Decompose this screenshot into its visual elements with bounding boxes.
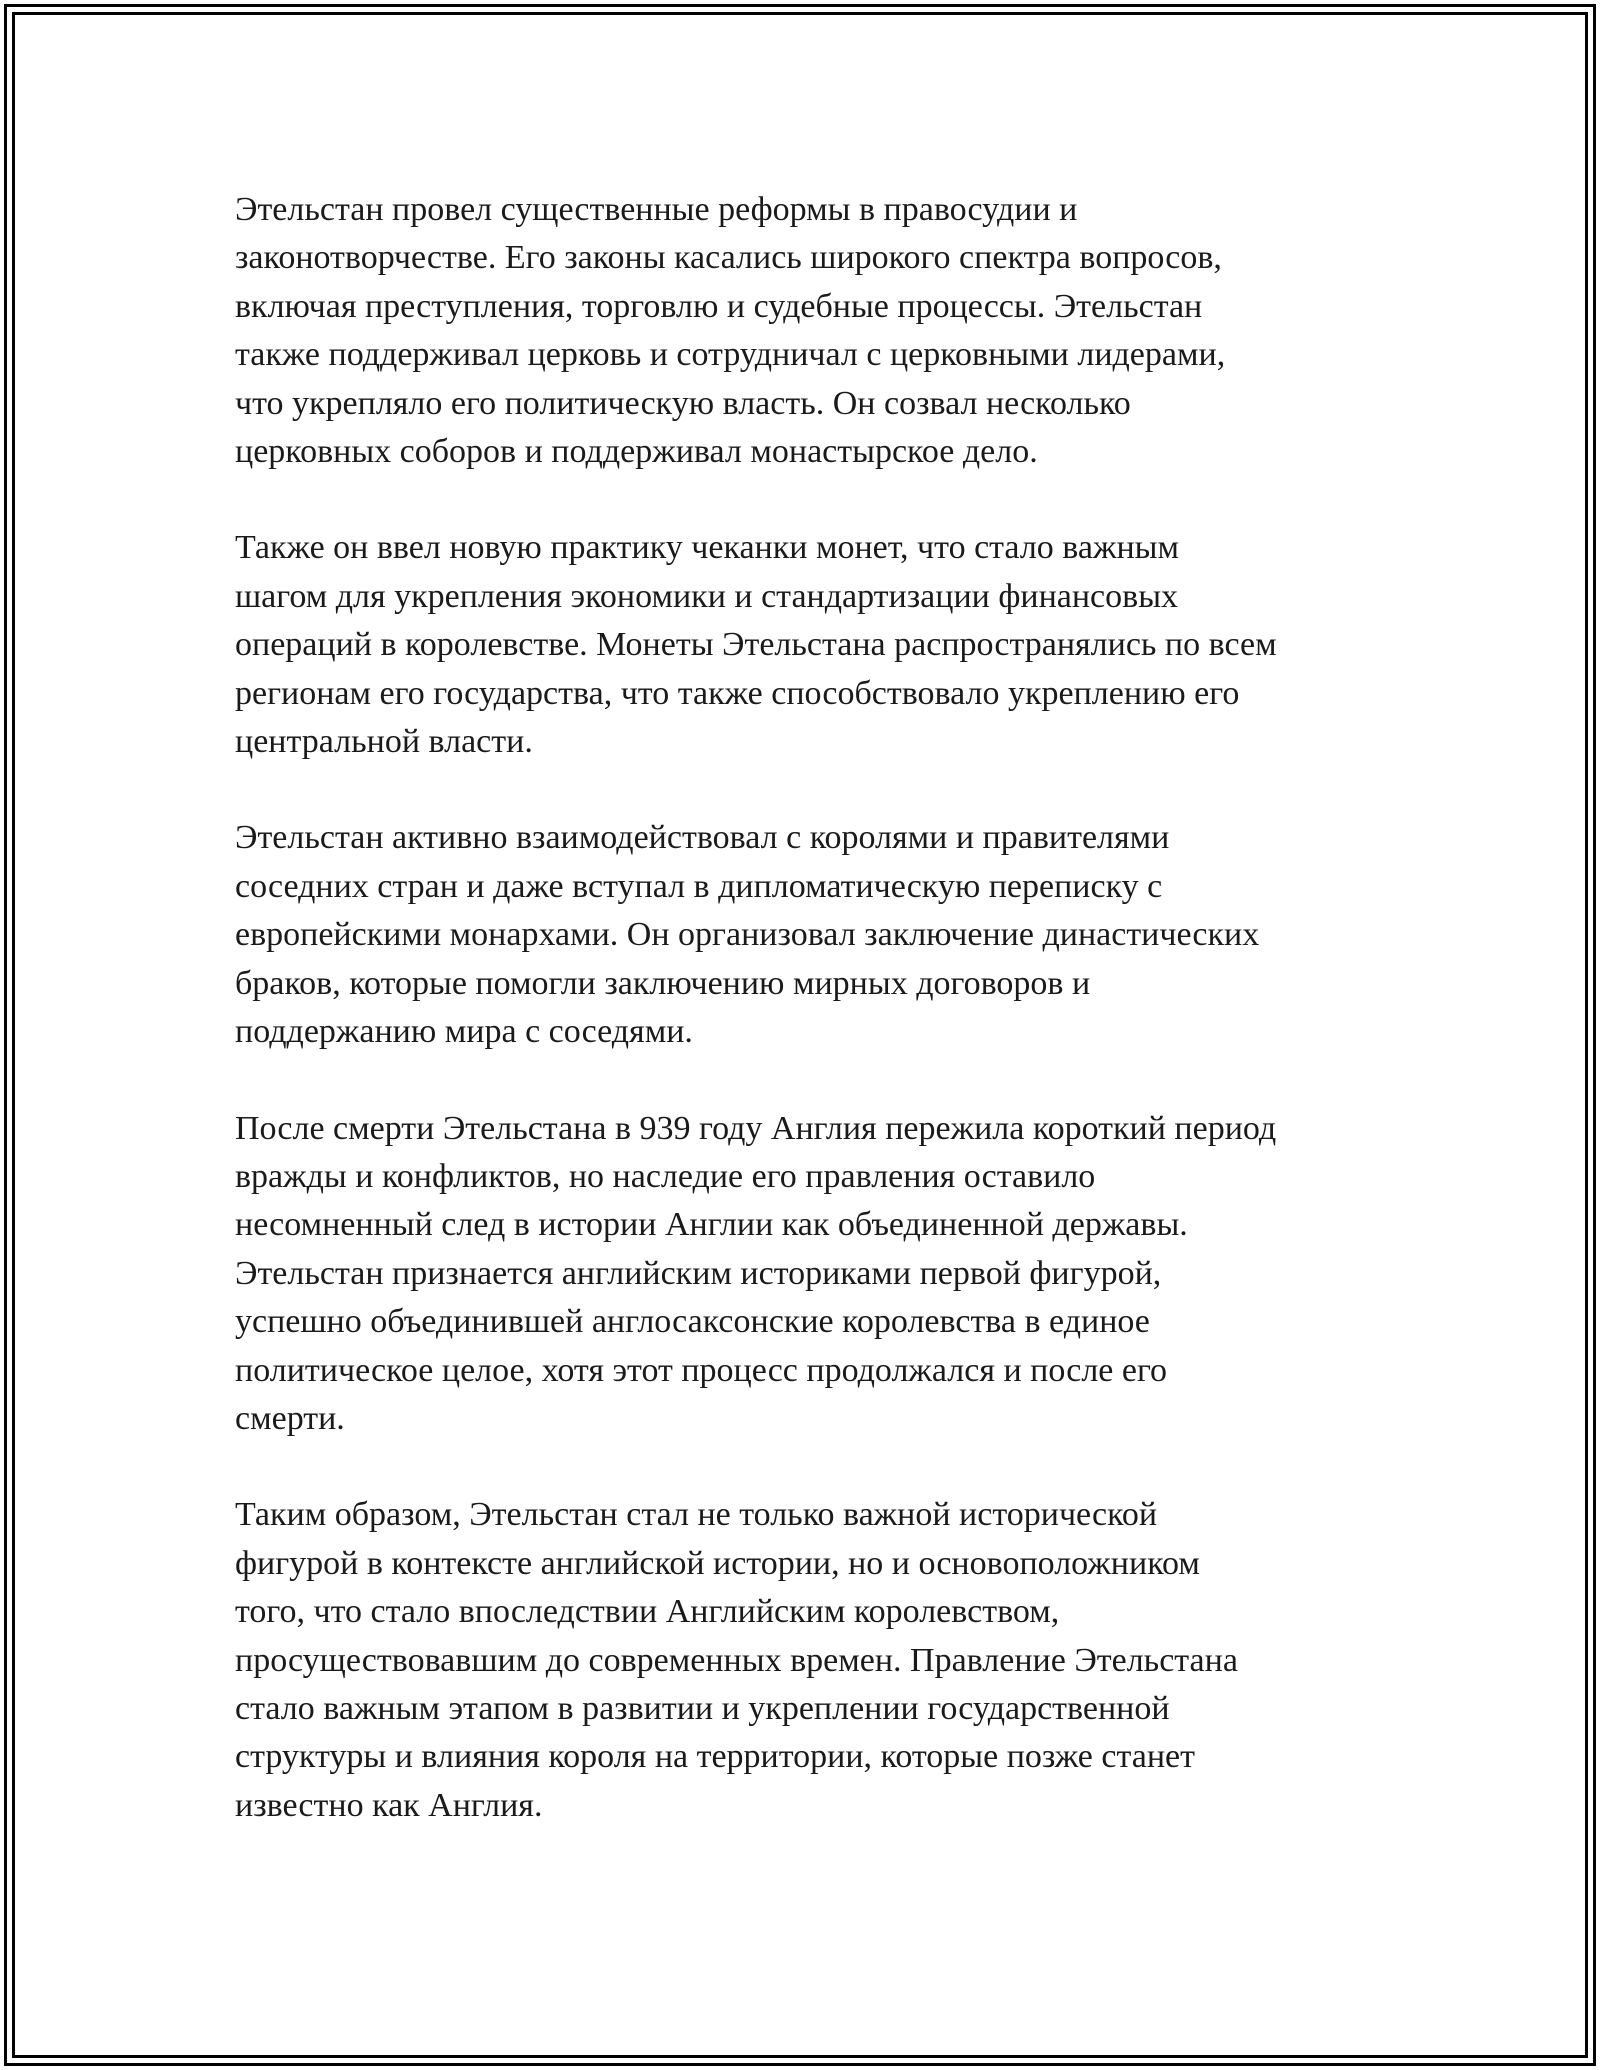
paragraph-conclusion: Таким образом, Этельстан стал не только важной исторической фигурой в контексте английской истории, но и основоположником того, что стало впоследствии Английским королевством, просуществовавшим до современных времен. Правление Этельстана стало важным этапом в развитии и укреплении государственной структуры и влияния короля на территории, которые позже станет известно как Англия. xyxy=(235,1496,1238,1824)
document-body xyxy=(235,186,1375,1878)
paragraph-legacy: После смерти Этельстана в 939 году Англия пережила короткий период вражды и конфликтов, но наследие его правления оставило несомненный след в истории Англии как объединенной державы. Этельстан признается английским историками первой фигурой, успешно объединившей англосаксонские королевства в единое политическое целое, хотя этот процесс продолжался и после его смерти. xyxy=(235,1109,1277,1437)
paragraph-diplomacy: Этельстан активно взаимодействовал с королями и правителями соседних стран и даже вступал в дипломатическую переписку с европейскими монархами. Он организовал заключение династических браков, которые помогли заключению мирных договоров и поддержанию мира с соседями. xyxy=(235,819,1260,1051)
paragraph-justice-reforms: Этельстан провел существенные реформы в правосудии и законотворчестве. Его законы касались широкого спектра вопросов, включая преступления, торговлю и судебные процессы. Этельстан также поддерживал церковь и сотрудничал с церковными лидерами, что укрепляло его политическую власть. Он созвал несколько церковных соборов и поддерживал монастырское дело. xyxy=(235,191,1226,471)
paragraph-coinage: Также он ввел новую практику чеканки монет, что стало важным шагом для укрепления экономики и стандартизации финансовых операций в королевстве. Монеты Этельстана распространялись по всем регионам его государства, что также способствовало укреплению его центральной власти. xyxy=(235,529,1277,761)
